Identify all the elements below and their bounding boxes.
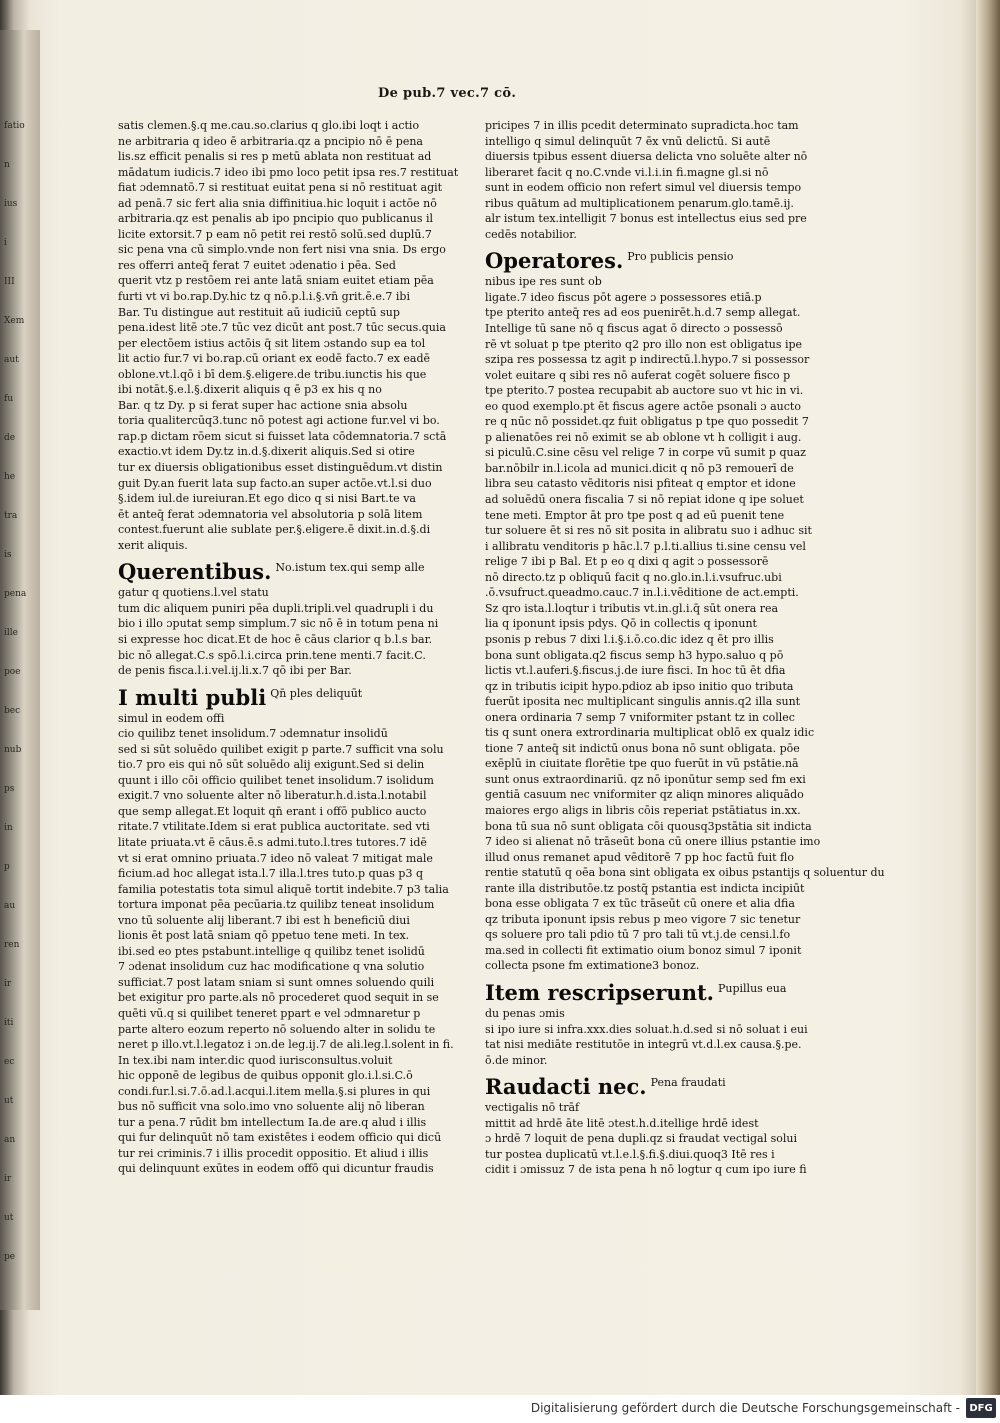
text-line: pena.idest litē ɔte.7 tūc vez dicūt ant post.7 tūc secus.quia: [118, 321, 446, 335]
text-line: liberaret facit q no.C.vnde vi.l.i.in fi.magne gl.si nō: [485, 165, 769, 179]
text-line: furti vt vi bo.rap.Dy.hic tz q nō.p.l.i.§.vn̄ grit.ē.e.7 ibi: [118, 290, 410, 304]
adjacent-page-fragment: ir: [4, 1174, 12, 1184]
adjacent-page-fragment: bec: [4, 706, 21, 716]
text-line: collecta psone fm extimatione3 bonoz.: [485, 959, 700, 973]
text-line: mādatum iudicis.7 ideo ibi pmo loco petit ipsa res.7 restituat: [118, 165, 459, 179]
adjacent-page-fragment: i: [4, 238, 7, 248]
text-line: rante illa distributōe.tz postq̄ pstantia est indicta incipiūt: [485, 881, 805, 895]
text-line: exēplū in ciuitate florētie tpe quo fuerūt in vū pstātie.nā: [485, 757, 799, 771]
text-line: lia q iponunt ipsis pdys. Qō in collectis q iponunt: [485, 617, 757, 631]
text-line: contest.fuerunt alie sublate per.§.eligere.ē dixit.in.d.§.di: [118, 523, 431, 537]
text-line: volet euitare q sibi res nō auferat cogēt soluere fisco p: [485, 368, 791, 382]
text-line: qz tributa iponunt ipsis rebus p meo vigore 7 sic tenetur: [485, 912, 801, 926]
adjacent-page-fragment: fatio: [4, 121, 25, 131]
text-line: Sz qro ista.l.loqtur i tributis vt.in.gl.i.q̄ sūt onera rea: [485, 601, 779, 615]
text-line: intelligo q simul delinquūt 7 ēx vnū delictū. Si autē: [485, 134, 771, 148]
text-line: fiat ɔdemnatō.7 si restituat euitat pena si nō restituat agit: [118, 181, 443, 195]
text-line: tur ex diuersis obligationibus esset distinguēdum.vt distin: [118, 461, 443, 475]
text-line: tur soluere ēt si res nō sit posita in alibratu suo i adhuc sit: [485, 524, 812, 538]
adjacent-page-fragment: pena: [4, 589, 27, 599]
text-line: litate priuata.vt ē cāus.ē.s admi.tuto.l.tres tutores.7 idē: [118, 835, 427, 849]
text-line: lis.sz efficit penalis si res p metū ablata non restituat ad: [118, 150, 432, 164]
text-line: illud onus remanet apud vēditorē 7 pp hoc factū fuit flo: [485, 850, 794, 864]
text-line: vt si erat omnino priuata.7 ideo nō valeat 7 mitigat male: [118, 851, 433, 865]
text-line: simul in eodem offi: [118, 711, 225, 725]
text-line: quunt i illo cōi officio quilibet tenet insolidum.7 isolidum: [118, 773, 434, 787]
text-line: Bar. q tz Dy. p si ferat super hac actione snia absolu: [118, 398, 408, 412]
text-line: cio quilibz tenet insolidum.7 ɔdemnatur insolidū: [118, 727, 388, 741]
adjacent-page-fragment: an: [4, 1135, 16, 1145]
text-line: oblone.vt.l.qō i bī dem.§.eligere.de tribu.iunctis his que: [118, 367, 427, 381]
text-line: pricipes 7 in illis pcedit determinato supradicta.hoc tam: [485, 119, 799, 132]
text-line: ibi notāt.§.e.l.§.dixerit aliquis q ē p3 ex his q no: [118, 383, 382, 397]
text-line: szipa res possessa tz agit p indirectū.l.hypo.7 si possessor: [485, 353, 810, 367]
adjacent-page-fragment: iti: [4, 1018, 14, 1028]
text-line: psonis p rebus 7 dixi l.i.§.i.ō.co.dic idez q ēt pro illis: [485, 632, 774, 646]
text-line: p alienatōes rei nō eximit se ab oblone vt h colligit i aug.: [485, 430, 802, 444]
text-line: cidit i ɔmissuz 7 de ista pena h nō logtur q cum ipo iure fi: [485, 1163, 807, 1177]
text-line: ligate.7 ideo fiscus pōt agere ɔ possessores etiā.p: [485, 290, 762, 304]
text-line: satis clemen.§.q me.cau.so.clarius q glo.ibi loqt i actio: [118, 119, 420, 132]
adjacent-page-fragment: in: [4, 823, 13, 833]
adjacent-page-fragment: III: [4, 277, 15, 287]
text-line: sufficiat.7 post latam sniam si sunt omnes soluendo quili: [118, 975, 435, 989]
text-line: de penis fisca.l.i.vel.ij.li.x.7 qō ibi per Bar.: [118, 664, 352, 678]
adjacent-page-edge: [0, 30, 40, 1310]
text-line: tpe pterito anteq̄ res ad eos puenirēt.h.d.7 semp allegat.: [485, 306, 801, 320]
text-line: ne arbitraria q ideo ē arbitraria.qz a pncipio nō ē pena: [118, 134, 423, 148]
text-line: fuerūt iposita nec multiplicant singulis annis.q2 illa sunt: [485, 695, 801, 709]
section-lemma: Operatores.: [485, 248, 624, 274]
text-line: per electōem istius actōis q̄ sit litem ɔstando sup ea tol: [118, 336, 426, 350]
text-line: qz in tributis icipit hypo.pdioz ab ipso initio quo tributa: [485, 679, 794, 693]
text-line: parte altero eozum reperto nō soluendo alter in solidu te: [118, 1022, 436, 1036]
adjacent-page-fragment: ps: [4, 784, 15, 794]
text-block: [485, 1006, 808, 1068]
text-block: [485, 1100, 807, 1178]
text-line: ibi.sed eo ptes pstabunt.intellige q quilibz tenet isolidū: [118, 944, 425, 958]
section-heading-line: [118, 559, 430, 585]
text-line: guit Dy.an fuerit lata sup facto.an super actōe.vt.l.si duo: [118, 476, 432, 490]
adjacent-page-fragment: poe: [4, 667, 21, 677]
text-line: lionis ēt post latā sniam qō ppetuo tene meti. In tex.: [118, 929, 410, 943]
text-line: rē vt soluat p tpe pterito q2 pro illo non est obligatus ipe: [485, 337, 803, 351]
section-heading-line: [485, 1074, 783, 1100]
text-line: gatur q quotiens.l.vel statu: [118, 586, 269, 600]
text-line: tur rei criminis.7 i illis procedit oppositio. Et aliud i illis: [118, 1146, 429, 1160]
text-line: tur a pena.7 rūdit bm intellectum Ia.de are.q alud i illis: [118, 1115, 427, 1129]
adjacent-page-fragment: ir: [4, 979, 12, 989]
text-line: neret p illo.vt.l.legatoz i ɔn.de leg.ij.7 de ali.leg.l.solent in fi.: [118, 1038, 454, 1052]
text-line: alr istum tex.intelligit 7 bonus est intellectus eius sed pre: [485, 212, 807, 226]
text-line: .ō.vsufruct.queadmo.cauc.7 in.l.i.vēditione de act.empti.: [485, 586, 799, 600]
text-line: onera ordinaria 7 semp 7 vniformiter pstant tz in collec: [485, 710, 795, 724]
adjacent-page-fragment: ec: [4, 1057, 15, 1067]
text-line: qs soluere pro tali pdio tū 7 pro tali tū vt.j.de censi.l.fo: [485, 928, 791, 942]
text-line: tio.7 pro eis qui nō sūt soluēdo alij exigunt.Sed si delin: [118, 758, 425, 772]
text-line: sunt onus extraordinariū. qz nō iponūtur semp sed fm exi: [485, 772, 806, 786]
section-lemma: I multi publi: [118, 684, 267, 710]
text-line: tur postea duplicatū vt.l.e.l.§.fi.§.diui.quoq3 Itē res i: [485, 1147, 775, 1161]
text-line: i allibratu venditoris p hāc.l.7 p.l.ti.allius ti.sine censu vel: [485, 539, 806, 553]
section-lemma-gloss: Pena fraudati: [650, 1076, 726, 1090]
text-line: ēt anteq̄ ferat ɔdemnatoria vel absolutoria p solā litem: [118, 507, 423, 521]
text-line: bic nō allegat.C.s spō.l.i.circa prin.tene menti.7 facit.C.: [118, 648, 426, 662]
text-line: ō.de minor.: [485, 1053, 548, 1067]
section-lemma-gloss: No.istum tex.qui semp alle: [275, 561, 425, 575]
section-heading-line: [485, 248, 783, 274]
text-line: exactio.vt idem Dy.tz in.d.§.dixerit aliquis.Sed si otire: [118, 445, 415, 459]
adjacent-page-fragment: fu: [4, 394, 14, 404]
text-line: lit actio fur.7 vi bo.rap.cū oriant ex eodē facto.7 ex eadē: [118, 352, 431, 366]
text-line: tortura imponat pēa pecūaria.tz quilibz teneat insolidum: [118, 898, 435, 912]
text-line: relige 7 ibi p Bal. Et p eo q dixi q agit ɔ possessorē: [485, 555, 769, 569]
text-block: [485, 118, 808, 242]
adjacent-page-fragment: tra: [4, 511, 18, 521]
text-line: gentiā casuum nec vniformiter qz aliqn minores aliquādo: [485, 788, 804, 802]
text-line: tione 7 anteq̄ sit indictū onus bona nō sunt obligata. pōe: [485, 741, 800, 755]
text-line: diuersis tpibus essent diuersa delicta vno soluēte alter nō: [485, 150, 808, 164]
text-line: sed si sūt soluēdo quilibet exigit p parte.7 sufficit vna solu: [118, 742, 444, 756]
text-line: 7 ideo si alienat nō trāseūt bona cū onere illius pstantie imo: [485, 835, 821, 849]
text-line: vectigalis nō trāf: [485, 1101, 580, 1115]
text-line: tene meti. Emptor āt pro tpe post q ad eū puenit tene: [485, 508, 785, 522]
text-line: si piculū.C.sine cēsu vel relige 7 in corpe vū sumit p quaz: [485, 446, 806, 460]
text-line: rentie statutū q oēa bona sint obligata ex oibus pstantijs q soluentur du: [485, 866, 885, 880]
text-line: rap.p dictam rōem sicut si fuisset lata cōdemnatoria.7 sctā: [118, 429, 447, 443]
text-line: cedēs notabilior.: [485, 227, 577, 241]
adjacent-page-fragment: ut: [4, 1096, 14, 1106]
section-lemma-gloss: Pupillus eua: [717, 981, 787, 995]
text-line: re q nūc nō possidet.qz fuit obligatus p tpe quo possedit 7: [485, 415, 809, 429]
text-line: xerit aliquis.: [118, 538, 188, 552]
page-fore-edge: [976, 0, 1000, 1395]
text-block: [118, 711, 454, 1177]
text-line: bus nō sufficit vna solo.imo vno soluente alij nō liberan: [118, 1100, 425, 1114]
funding-notice: Digitalisierung gefördert durch die Deutsche Forschungsgemeinschaft -: [530, 1401, 960, 1415]
text-line: §.idem iul.de iureiuran.Et ego dico q si nisi Bart.te va: [118, 492, 416, 506]
left-text-column: [118, 118, 459, 1177]
section-lemma-gloss: Pro publicis pensio: [627, 250, 734, 264]
adjacent-page-fragment: au: [4, 901, 16, 911]
text-line: tat nisi mediāte restitutōe in integrū vt.d.l.ex causa.§.pe.: [485, 1038, 802, 1052]
text-line: bet exigitur pro parte.als nō procederet quod sequit in se: [118, 991, 439, 1005]
text-line: familia potestatis tota simul aliquē tortit indebite.7 p3 talia: [118, 882, 449, 896]
text-line: Intellige tū sane nō q fiscus agat ō directo ɔ possessō: [485, 322, 783, 336]
text-line: que semp allegat.Et loquit qn̄ erant i offō publico aucto: [118, 804, 427, 818]
adjacent-page-fragment: n: [4, 160, 10, 170]
text-line: toria qualitercūq3.tunc nō potest agi actione fur.vel vi bo.: [118, 414, 440, 428]
text-line: exigit.7 vno soluente alter nō liberatur.h.d.ista.l.notabil: [118, 789, 427, 803]
adjacent-page-fragment: p: [4, 862, 10, 872]
text-line: bona tū sua nō sunt obligata cōi quousq3pstātia sit indicta: [485, 819, 812, 833]
text-line: lictis vt.l.auferi.§.fiscus.j.de iure fisci. In hoc tū ēt dfia: [485, 664, 786, 678]
text-line: nibus ipe res sunt ob: [485, 275, 602, 289]
text-line: tpe pterito.7 postea recupabit ab auctore suo vt hic in vi.: [485, 384, 804, 398]
text-line: si expresse hoc dicat.Et de hoc ē cāus clarior q b.l.s bar.: [118, 632, 433, 646]
text-line: bona sunt obligata.q2 fiscus semp h3 hypo.saluo q pō: [485, 648, 784, 662]
adjacent-page-fragment: pe: [4, 1252, 16, 1262]
section-lemma: Item rescripserunt.: [485, 979, 714, 1005]
text-line: ma.sed in collecti fit extimatio oium bonoz simul 7 iponit: [485, 943, 802, 957]
text-line: ritate.7 vtilitate.Idem si erat publica auctoritate. sed vti: [118, 820, 430, 834]
text-line: licite extorsit.7 p eam nō petit rei restō solū.sed duplū.7: [118, 227, 432, 241]
adjacent-page-fragment: is: [4, 550, 12, 560]
adjacent-page-fragment: ren: [4, 940, 20, 950]
text-line: arbitraria.qz est penalis ab ipo pncipio quo publicanus il: [118, 212, 433, 226]
text-line: Bar. Tu distingue aut restituit aū iudiciū ceptū sup: [118, 305, 400, 319]
running-head: De pub.7 vec.7 cō.: [378, 86, 517, 101]
text-line: si ipo iure si infra.xxx.dies soluat.h.d.sed si nō soluat i eui: [485, 1022, 808, 1036]
dfg-logo: DFG: [966, 1398, 996, 1418]
text-line: quēti vū.q si quilibet teneret ppart e vel ɔdmnaretur p: [118, 1006, 421, 1020]
adjacent-page-fragment: he: [4, 472, 16, 482]
text-line: bar.nōbilr in.l.icola ad munici.dicit q nō p3 remouerī de: [485, 461, 794, 475]
text-line: vno tū soluente alij liberant.7 ibi est h beneficiū diui: [118, 913, 410, 927]
text-line: tum dic aliquem puniri pēa dupli.tripli.vel quadrupli i du: [118, 601, 434, 615]
text-line: libra seu catasto vēditoris nisi pfiteat q emptor et idone: [485, 477, 796, 491]
text-line: ribus quātum ad multiplicationem penarum.glo.tamē.ij.: [485, 196, 794, 210]
right-text-column: [485, 118, 885, 1178]
text-line: mittit ad hrdē āte litē ɔtest.h.d.itellige hrdē idest: [485, 1116, 759, 1130]
text-line: qui delinquunt exūtes in eodem offō qui dicuntur fraudis: [118, 1162, 434, 1176]
section-heading-line: [485, 979, 787, 1006]
text-line: res offerri anteq̄ ferat 7 euitet ɔdenatio i pēa. Sed: [118, 258, 396, 272]
text-line: qui fur delinquūt nō tam existētes i eodem officio qui dicū: [118, 1131, 442, 1145]
adjacent-page-fragment: nub: [4, 745, 22, 755]
text-line: condi.fur.l.si.7.ō.ad.l.acqui.l.item mella.§.si plures in qui: [118, 1084, 431, 1098]
text-line: eo quod exemplo.pt ēt fiscus agere actōe psonali ɔ aucto: [485, 399, 801, 413]
text-line: tis q sunt onera extrordinaria multiplicat oblō ex qualz idic: [485, 726, 815, 740]
section-lemma: Raudacti nec.: [485, 1074, 647, 1100]
text-line: ɔ hrdē 7 loquit de pena dupli.qz si fraudat vectigal solui: [485, 1132, 797, 1146]
text-line: du penas ɔmis: [485, 1006, 565, 1020]
text-line: bio i illo ɔputat semp simplum.7 sic nō ē in totum pena ni: [118, 617, 439, 631]
text-line: sic pena vna cū simplo.vnde non fert nisi vna snia. Ds ergo: [118, 243, 446, 257]
section-lemma: Querentibus.: [118, 559, 272, 585]
text-block: [118, 118, 459, 553]
text-line: 7 ɔdenat insolidum cuz hac modificatione q vna solutio: [118, 960, 425, 974]
section-heading-line: [118, 685, 430, 711]
adjacent-page-fragment: de: [4, 433, 16, 443]
text-block: [485, 274, 885, 974]
text-line: nō directo.tz p obliquū facit q no.glo.in.l.i.vsufruc.ubi: [485, 570, 782, 584]
text-line: querit vtz p restōem rei ante latā sniam euitet etiam pēa: [118, 274, 434, 288]
text-line: In tex.ibi nam inter.dic quod iurisconsultus.voluit: [118, 1053, 393, 1067]
text-line: ficium.ad hoc allegat ista.l.7 illa.l.tres tuto.p quas p3 q: [118, 867, 424, 881]
text-line: ad soluēdū onera fiscalia 7 si nō repiat idone q ipe soluet: [485, 493, 804, 507]
text-line: hic opponē de legibus de quibus opponit glo.i.l.si.C.ō: [118, 1069, 413, 1083]
text-line: sunt in eodem officio non refert simul vel diuersis tempo: [485, 181, 802, 195]
adjacent-page-fragment: Xem: [4, 316, 25, 326]
adjacent-page-fragment: ut: [4, 1213, 14, 1223]
text-block: [118, 585, 439, 678]
text-line: maiores ergo aligs in libris cōis reperiat pstātiatus in.xx.: [485, 803, 801, 817]
text-line: ad penā.7 sic fert alia snia diffinitiua.hic loquit i actōe nō: [118, 196, 437, 210]
section-lemma-gloss: Qn̄ ples deliquūt: [270, 686, 363, 700]
adjacent-page-fragment: ius: [4, 199, 18, 209]
adjacent-page-fragment: ille: [4, 628, 18, 638]
adjacent-page-fragment: aut: [4, 355, 19, 365]
text-line: bona esse obligata 7 ex tūc trāseūt cū onere et alia dfia: [485, 897, 795, 911]
